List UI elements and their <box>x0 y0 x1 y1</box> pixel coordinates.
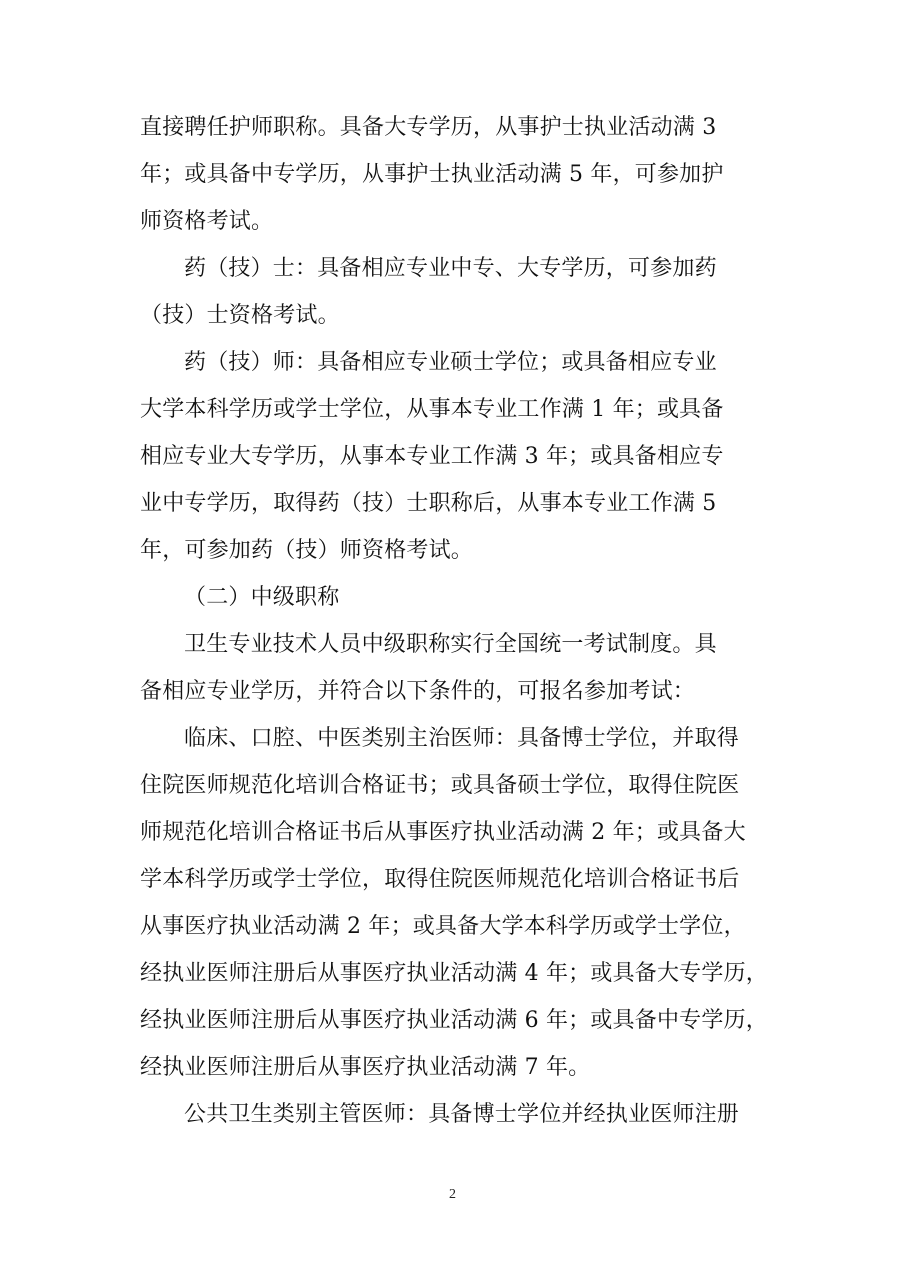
body-text <box>140 104 770 1138</box>
text-line: 从事医疗执业活动满 2 年；或具备大学本科学历或学士学位， <box>140 914 746 939</box>
text-line: 经执业医师注册后从事医疗执业活动满 6 年；或具备中专学历， <box>140 1008 768 1033</box>
text-line: 年，可参加药（技）师资格考试。 <box>140 538 474 563</box>
text-line: （技）士资格考试。 <box>140 303 340 328</box>
paragraph-start: 药（技）士：具备相应专业中专、大专学历，可参加药 <box>184 256 717 281</box>
paragraph-start: 临床、口腔、中医类别主治医师：具备博士学位，并取得 <box>184 726 740 751</box>
text-line: 业中专学历，取得药（技）士职称后，从事本专业工作满 5 <box>140 491 717 516</box>
text-line: 大学本科学历或学士学位，从事本专业工作满 1 年；或具备 <box>140 397 724 422</box>
paragraph-start: 公共卫生类别主管医师：具备博士学位并经执业医师注册 <box>184 1102 740 1127</box>
text-line: 相应专业大专学历，从事本专业工作满 3 年；或具备相应专 <box>140 444 724 469</box>
paragraph-start: 卫生专业技术人员中级职称实行全国统一考试制度。具 <box>184 632 717 657</box>
text-line: 师规范化培训合格证书后从事医疗执业活动满 2 年；或具备大 <box>140 820 746 845</box>
text-line: 年；或具备中专学历，从事护士执业活动满 5 年，可参加护 <box>140 162 724 187</box>
text-line: 备相应专业学历，并符合以下条件的，可报名参加考试： <box>140 679 696 704</box>
text-line: 经执业医师注册后从事医疗执业活动满 7 年。 <box>140 1055 591 1080</box>
text-line: 住院医师规范化培训合格证书；或具备硕士学位，取得住院医 <box>140 773 740 798</box>
text-line: 师资格考试。 <box>140 209 274 234</box>
text-line: 经执业医师注册后从事医疗执业活动满 4 年；或具备大专学历， <box>140 961 768 986</box>
text-line: 学本科学历或学士学位，取得住院医师规范化培训合格证书后 <box>140 867 740 892</box>
page-number: 2 <box>449 1187 456 1202</box>
paragraph-start: 药（技）师：具备相应专业硕士学位；或具备相应专业 <box>184 350 717 375</box>
section-heading: （二）中级职称 <box>184 585 340 610</box>
text-line: 直接聘任护师职称。具备大专学历，从事护士执业活动满 3 <box>140 115 717 140</box>
